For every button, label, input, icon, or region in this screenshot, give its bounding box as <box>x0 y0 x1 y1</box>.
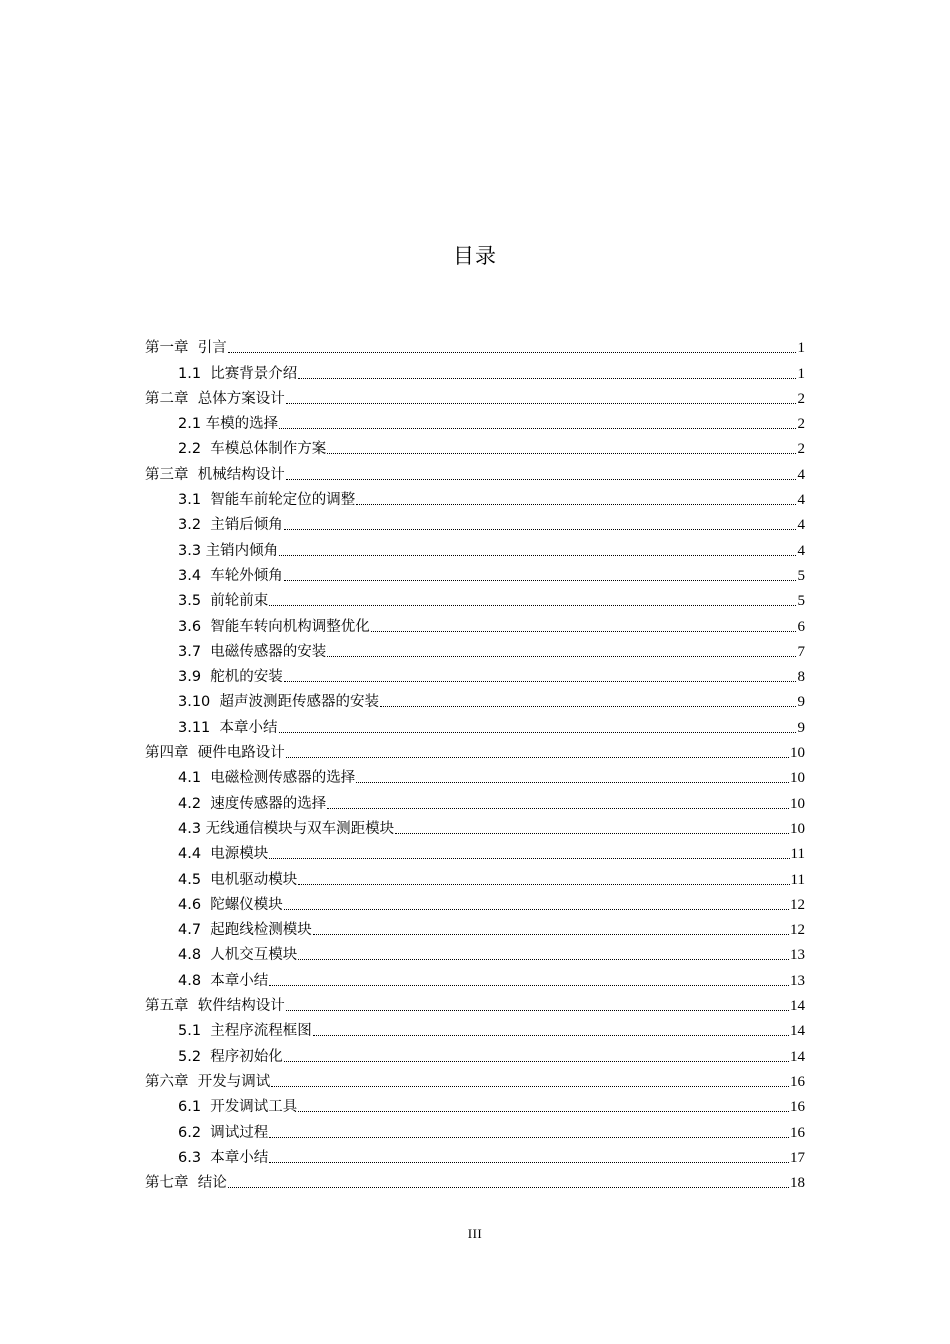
toc-dot-leader <box>279 555 796 556</box>
toc-entry-label: 第五章 软件结构设计 <box>145 998 285 1015</box>
toc-section-entry[interactable] <box>145 1118 805 1143</box>
toc-dot-leader <box>284 909 789 910</box>
toc-entry-label: 4.3 无线通信模块与双车测距模块 <box>178 820 395 837</box>
toc-dot-leader <box>279 732 796 733</box>
toc-entry-page-number: 4 <box>797 492 805 509</box>
toc-dot-leader <box>284 681 796 682</box>
toc-chapter-entry[interactable] <box>145 334 805 359</box>
toc-entry-page-number: 12 <box>790 922 805 939</box>
toc-section-entry[interactable] <box>145 941 805 966</box>
toc-entry-label: 3.2 主销后倾角 <box>178 517 283 534</box>
toc-entry-label: 第七章 结论 <box>145 1175 227 1192</box>
toc-entry-page-number: 10 <box>790 795 805 812</box>
toc-entry-label: 1.1 比赛背景介绍 <box>178 365 298 382</box>
toc-section-entry[interactable] <box>145 359 805 384</box>
toc-entry-page-number: 4 <box>797 517 805 534</box>
toc-entry-label: 4.8 本章小结 <box>178 972 269 989</box>
toc-entry-label: 4.4 电源模块 <box>178 846 269 863</box>
toc-entry-page-number: 9 <box>797 719 805 736</box>
toc-entry-page-number: 14 <box>790 1023 805 1040</box>
toc-dot-leader <box>298 378 796 379</box>
toc-section-entry[interactable] <box>145 1017 805 1042</box>
toc-entry-page-number: 13 <box>790 972 805 989</box>
toc-dot-leader <box>279 428 796 429</box>
toc-entry-page-number: 5 <box>797 567 805 584</box>
toc-dot-leader <box>380 706 796 707</box>
toc-dot-leader <box>313 934 789 935</box>
toc-dot-leader <box>228 352 796 353</box>
toc-dot-leader <box>271 1086 789 1087</box>
toc-entry-label: 3.7 电磁传感器的安装 <box>178 643 327 660</box>
toc-entry-label: 第一章 引言 <box>145 340 227 357</box>
toc-entry-label: 3.4 车轮外倾角 <box>178 567 283 584</box>
toc-entry-label: 4.2 速度传感器的选择 <box>178 795 327 812</box>
toc-entry-page-number: 14 <box>790 1048 805 1065</box>
toc-entry-label: 3.11 本章小结 <box>178 719 278 736</box>
toc-entry-page-number: 14 <box>790 998 805 1015</box>
toc-section-entry[interactable] <box>145 511 805 536</box>
toc-dot-leader <box>269 858 789 859</box>
toc-section-entry[interactable] <box>145 916 805 941</box>
toc-chapter-entry[interactable] <box>145 992 805 1017</box>
toc-chapter-entry[interactable] <box>145 1068 805 1093</box>
toc-entry-page-number: 2 <box>797 416 805 433</box>
toc-section-entry[interactable] <box>145 612 805 637</box>
toc-dot-leader <box>284 580 796 581</box>
toc-section-entry[interactable] <box>145 891 805 916</box>
toc-section-entry[interactable] <box>145 688 805 713</box>
toc-entry-page-number: 11 <box>790 871 805 888</box>
toc-entry-label: 第六章 开发与调试 <box>145 1073 271 1090</box>
toc-dot-leader <box>327 656 796 657</box>
toc-entry-page-number: 7 <box>797 643 805 660</box>
toc-entry-page-number: 9 <box>797 694 805 711</box>
toc-section-entry[interactable] <box>145 789 805 814</box>
toc-entry-label: 第三章 机械结构设计 <box>145 466 285 483</box>
toc-entry-label: 5.2 程序初始化 <box>178 1048 283 1065</box>
toc-entry-page-number: 2 <box>797 390 805 407</box>
toc-entry-label: 4.7 起跑线检测模块 <box>178 922 312 939</box>
toc-entry-label: 3.6 智能车转向机构调整优化 <box>178 618 370 635</box>
toc-entry-label: 第四章 硬件电路设计 <box>145 745 285 762</box>
toc-dot-leader <box>284 529 796 530</box>
toc-dot-leader <box>269 1162 789 1163</box>
toc-chapter-entry[interactable] <box>145 460 805 485</box>
toc-section-entry[interactable] <box>145 587 805 612</box>
table-of-contents <box>145 334 805 1194</box>
toc-entry-page-number: 1 <box>797 365 805 382</box>
toc-dot-leader <box>356 782 789 783</box>
toc-dot-leader <box>269 985 789 986</box>
toc-entry-label: 4.8 人机交互模块 <box>178 947 298 964</box>
toc-section-entry[interactable] <box>145 713 805 738</box>
toc-chapter-entry[interactable] <box>145 739 805 764</box>
toc-entry-page-number: 16 <box>790 1124 805 1141</box>
toc-section-entry[interactable] <box>145 764 805 789</box>
toc-dot-leader <box>327 453 796 454</box>
toc-entry-label: 4.6 陀螺仪模块 <box>178 896 283 913</box>
toc-entry-page-number: 6 <box>797 618 805 635</box>
toc-section-entry[interactable] <box>145 486 805 511</box>
toc-entry-page-number: 16 <box>790 1073 805 1090</box>
toc-entry-label: 3.3 主销内倾角 <box>178 542 279 559</box>
toc-entry-page-number: 1 <box>797 340 805 357</box>
toc-entry-label: 6.2 调试过程 <box>178 1124 269 1141</box>
toc-entry-page-number: 13 <box>790 947 805 964</box>
toc-entry-label: 6.1 开发调试工具 <box>178 1099 298 1116</box>
toc-entry-label: 3.5 前轮前束 <box>178 593 269 610</box>
toc-entry-page-number: 10 <box>790 820 805 837</box>
toc-section-entry[interactable] <box>145 638 805 663</box>
toc-section-entry[interactable] <box>145 815 805 840</box>
toc-entry-label: 2.2 车模总体制作方案 <box>178 441 327 458</box>
toc-dot-leader <box>395 833 789 834</box>
toc-dot-leader <box>269 605 796 606</box>
toc-section-entry[interactable] <box>145 410 805 435</box>
toc-entry-label: 5.1 主程序流程框图 <box>178 1023 312 1040</box>
toc-entry-label: 4.5 电机驱动模块 <box>178 871 298 888</box>
toc-entry-label: 3.10 超声波测距传感器的安装 <box>178 694 380 711</box>
toc-dot-leader <box>298 1111 789 1112</box>
toc-dot-leader <box>228 1187 789 1188</box>
toc-entry-page-number: 5 <box>797 593 805 610</box>
toc-section-entry[interactable] <box>145 1144 805 1169</box>
toc-dot-leader <box>286 1010 789 1011</box>
toc-entry-page-number: 12 <box>790 896 805 913</box>
toc-dot-leader <box>327 808 789 809</box>
toc-entry-page-number: 2 <box>797 441 805 458</box>
toc-entry-label: 3.9 舵机的安装 <box>178 669 283 686</box>
toc-entry-page-number: 17 <box>790 1149 805 1166</box>
toc-section-entry[interactable] <box>145 865 805 890</box>
toc-entry-page-number: 11 <box>790 846 805 863</box>
toc-section-entry[interactable] <box>145 663 805 688</box>
toc-section-entry[interactable] <box>145 536 805 561</box>
toc-dot-leader <box>313 1035 789 1036</box>
toc-section-entry[interactable] <box>145 1042 805 1067</box>
page-title: 目录 <box>453 244 497 268</box>
toc-dot-leader <box>286 479 796 480</box>
toc-entry-page-number: 8 <box>797 669 805 686</box>
toc-entry-page-number: 16 <box>790 1099 805 1116</box>
toc-section-entry[interactable] <box>145 966 805 991</box>
toc-dot-leader <box>269 1137 789 1138</box>
toc-entry-page-number: 4 <box>797 466 805 483</box>
toc-chapter-entry[interactable] <box>145 385 805 410</box>
toc-dot-leader <box>286 757 789 758</box>
toc-entry-label: 第二章 总体方案设计 <box>145 390 285 407</box>
toc-entry-page-number: 4 <box>797 542 805 559</box>
toc-entry-page-number: 10 <box>790 770 805 787</box>
toc-entry-label: 6.3 本章小结 <box>178 1149 269 1166</box>
toc-dot-leader <box>298 959 789 960</box>
toc-section-entry[interactable] <box>145 562 805 587</box>
toc-entry-page-number: 10 <box>790 745 805 762</box>
toc-section-entry[interactable] <box>145 840 805 865</box>
toc-entry-label: 4.1 电磁检测传感器的选择 <box>178 770 356 787</box>
toc-entry-label: 2.1 车模的选择 <box>178 416 279 433</box>
toc-dot-leader <box>371 631 796 632</box>
toc-section-entry[interactable] <box>145 1093 805 1118</box>
toc-dot-leader <box>284 1061 789 1062</box>
toc-dot-leader <box>298 884 789 885</box>
toc-dot-leader <box>286 403 796 404</box>
toc-dot-leader <box>356 504 796 505</box>
toc-entry-label: 3.1 智能车前轮定位的调整 <box>178 492 356 509</box>
toc-section-entry[interactable] <box>145 435 805 460</box>
toc-entry-page-number: 18 <box>790 1175 805 1192</box>
toc-chapter-entry[interactable] <box>145 1169 805 1194</box>
footer-page-number: III <box>467 1226 483 1241</box>
